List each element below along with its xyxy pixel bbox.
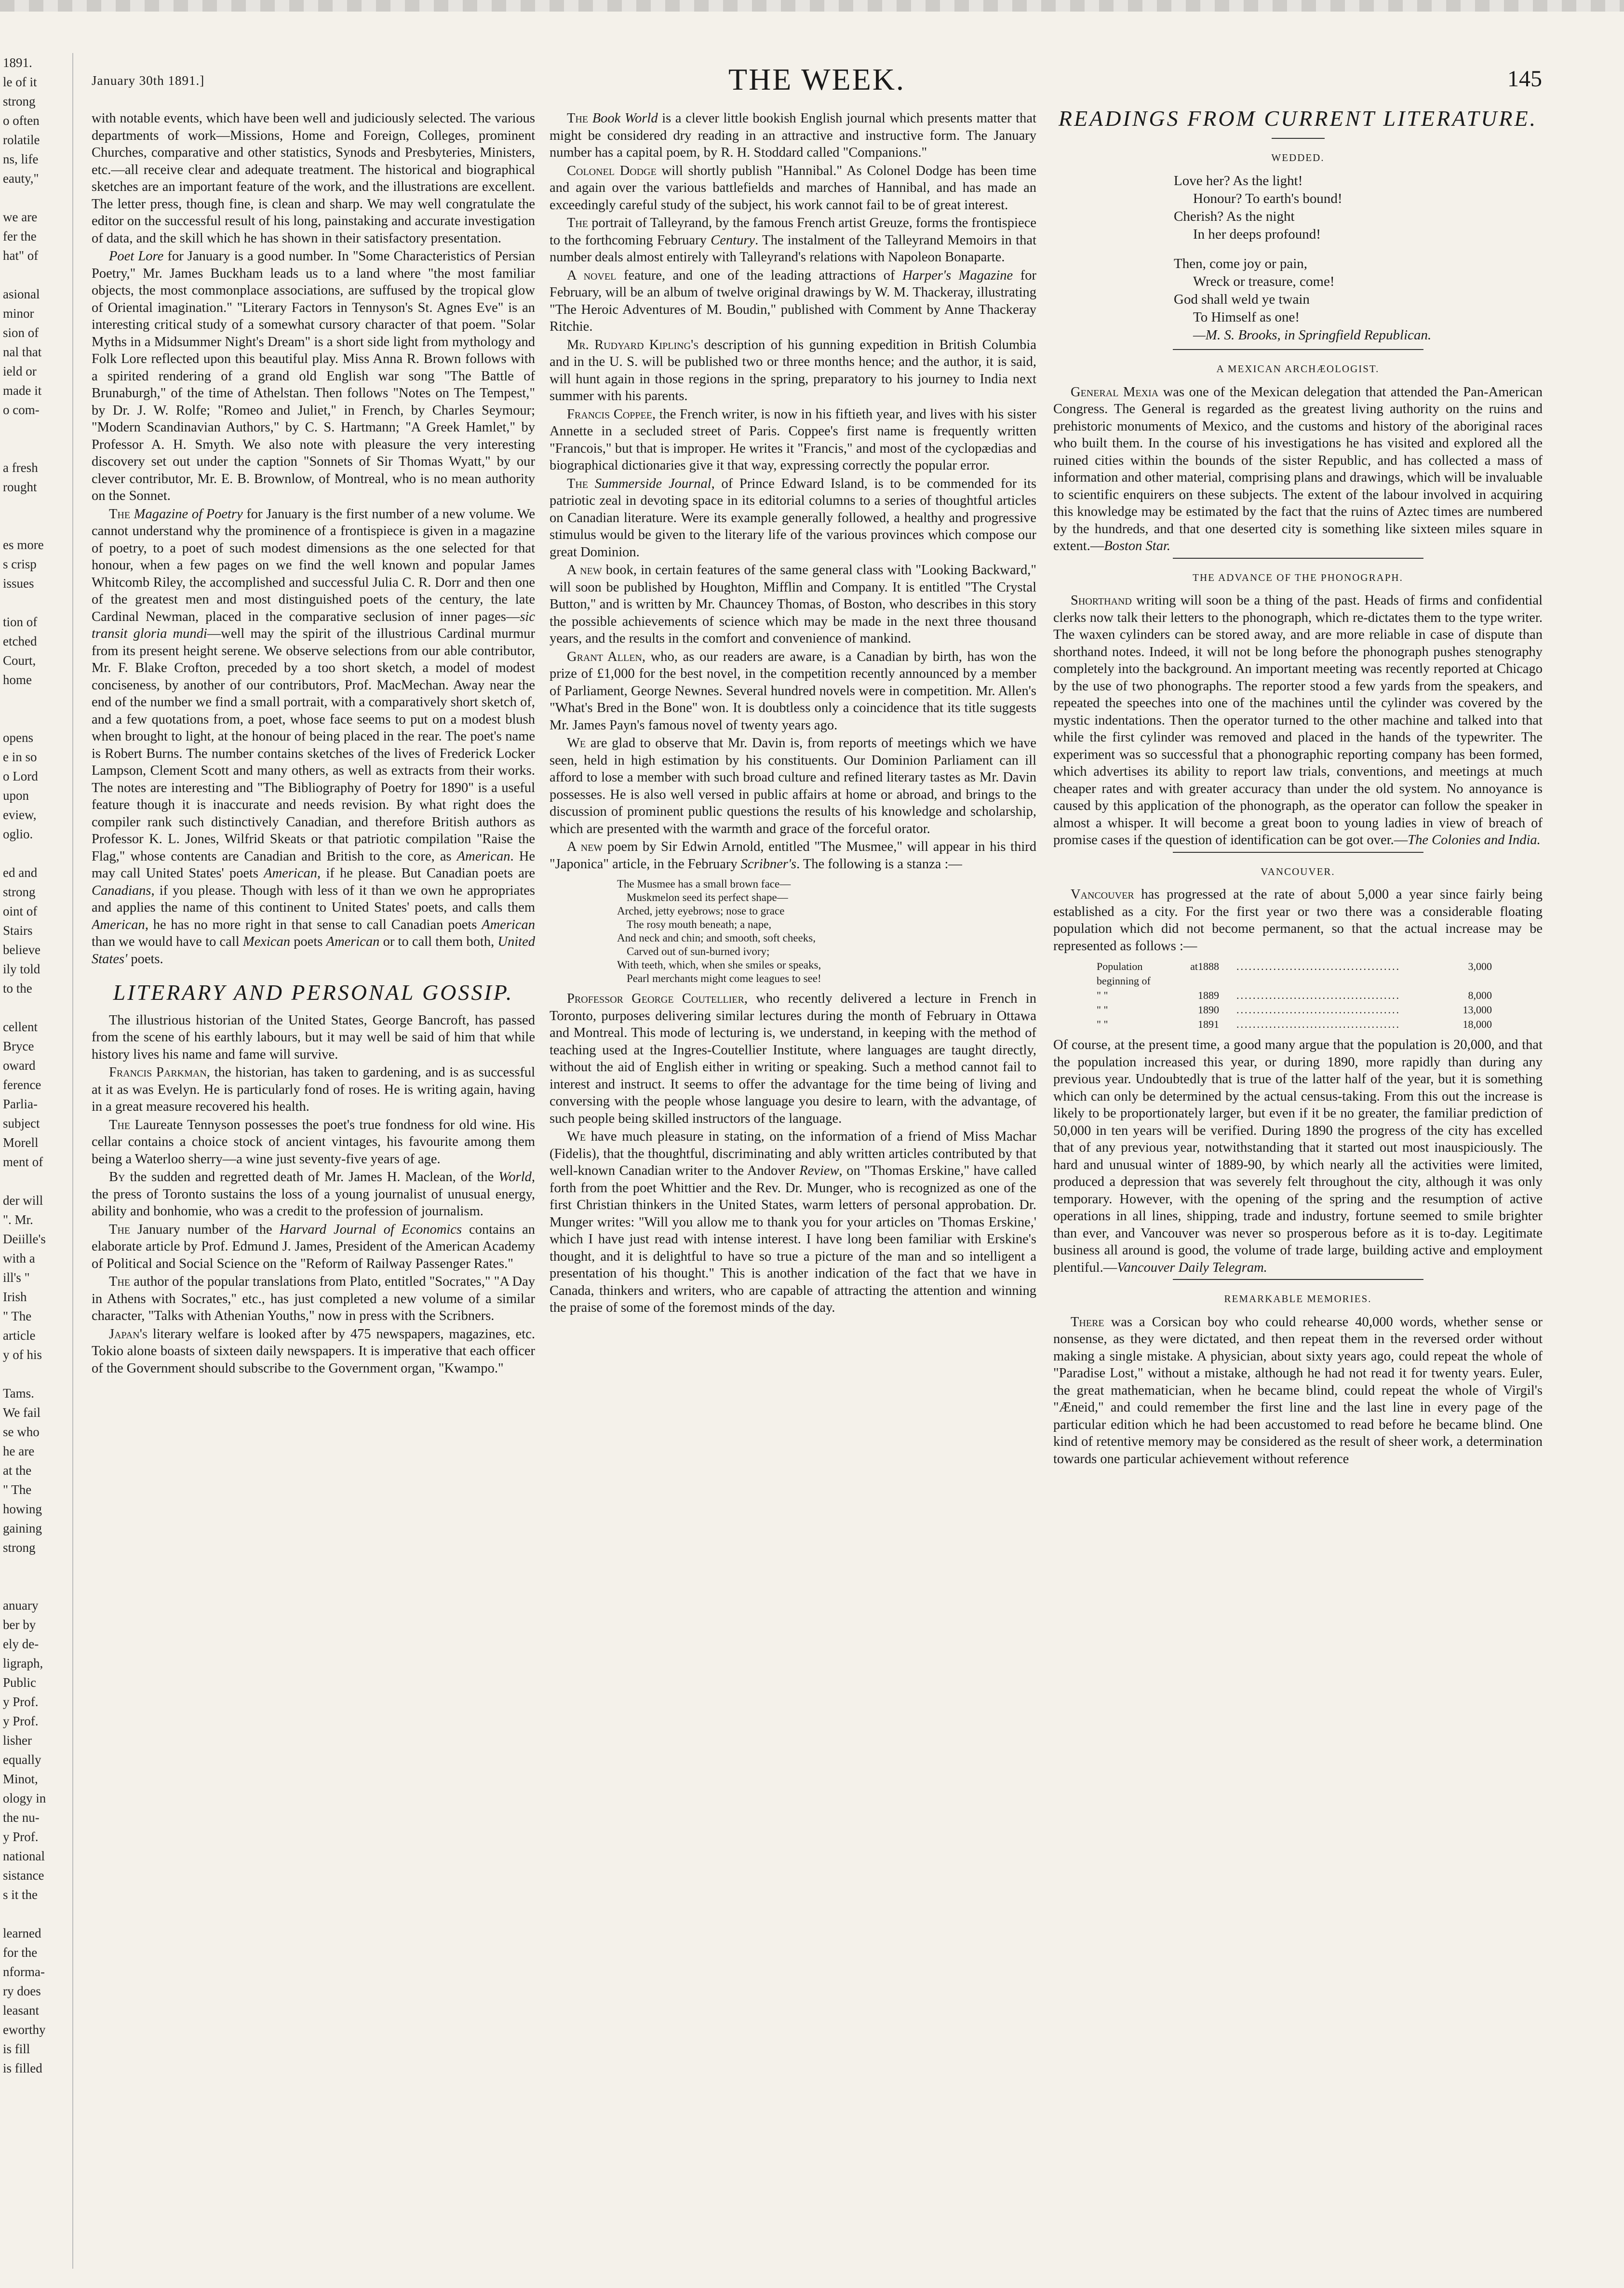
gutter-line: howing bbox=[3, 1502, 42, 1516]
gutter-line: we are bbox=[3, 210, 38, 224]
gutter-line: learned bbox=[3, 1926, 41, 1940]
poem-gap bbox=[1174, 243, 1543, 255]
gutter-line: o often bbox=[3, 113, 40, 128]
gutter-line: ill's " bbox=[3, 1270, 30, 1285]
gutter-line: ily told bbox=[3, 962, 40, 976]
leader-dots: ........................................ bbox=[1236, 960, 1400, 972]
journal-title: THE WEEK. bbox=[728, 62, 906, 96]
paragraph-talleyrand: The portrait of Talleyrand, by the famous French artist Greuze, forms the frontispiece to the forthcoming February Century. The instalment of the Talleyrand Memoirs in that number deals almost entirely with Talleyrand's relations with Napoleon Bonaparte. bbox=[550, 215, 1036, 265]
paragraph-summerside: The Summerside Journal, of Prince Edward Island, is to be commended for its patriotic zeal in devoting space in its editorial columns to a series of thoughtful articles on Canadian literature. Were its example generally followed, a healthy and progressive stimulus would be given to the literary life of the various provinces which compose our great Dominion. bbox=[550, 476, 1036, 560]
gutter-line: nal that bbox=[3, 345, 42, 359]
table-row bbox=[1097, 1003, 1492, 1017]
row-label: " " bbox=[1097, 1004, 1108, 1016]
gutter-line: nforma- bbox=[3, 1965, 45, 1979]
gutter-line: ". Mr. bbox=[3, 1212, 33, 1227]
gutter-line bbox=[3, 844, 72, 863]
gutter-line: strong bbox=[3, 1540, 36, 1555]
gutter-line: at the bbox=[3, 1463, 32, 1478]
poem-line: Love her? As the light! bbox=[1174, 173, 1303, 188]
gutter-line: eauty," bbox=[3, 171, 39, 186]
gutter-line: We fail bbox=[3, 1405, 41, 1420]
gutter-line: eview, bbox=[3, 808, 37, 822]
gutter-line: ber by bbox=[3, 1617, 36, 1632]
gutter-line: e in so bbox=[3, 750, 37, 764]
gutter-line: minor bbox=[3, 306, 34, 321]
gutter-line: Court, bbox=[3, 653, 36, 668]
gutter-line: o com- bbox=[3, 403, 40, 417]
gutter-line bbox=[3, 1576, 72, 1596]
gutter-line: o Lord bbox=[3, 769, 38, 783]
stanza-line: Pearl merchants might come leagues to see! bbox=[627, 972, 821, 984]
gutter-line: Bryce bbox=[3, 1039, 34, 1053]
heading-remarkable-memories: REMARKABLE MEMORIES. bbox=[1224, 1293, 1372, 1305]
musmee-stanza bbox=[617, 877, 1036, 985]
poem-line: To Himself as one! bbox=[1193, 310, 1300, 325]
gutter-line: sion of bbox=[3, 325, 39, 340]
gutter-line: ligraph, bbox=[3, 1656, 43, 1670]
paragraph-grant-allen: Grant Allen, who, as our readers are aware, is a Canadian by birth, has won the prize of £1,000 for the best novel, in the competition recently announced by a member of Parliament, George Newnes. Several hundred novels were in competition. Mr. Allen's "What's Bred in the Bone" won. It is doubtless only a coincidence that its title suggests Mr. James Payn's famous novel of twenty years ago. bbox=[550, 649, 1036, 733]
gutter-line: subject bbox=[3, 1116, 40, 1131]
page-divider bbox=[72, 53, 73, 2269]
gutter-line: fer the bbox=[3, 229, 37, 243]
gutter-line: y Prof. bbox=[3, 1695, 39, 1709]
divider bbox=[1173, 1279, 1423, 1280]
paragraph-harvard-journal: The January number of the Harvard Journal of Economics contains an elaborate article by Prof. Edmund J. James, President of the American Academy of Political and Social Science on the "Reform of Railway Passenger Rates." bbox=[92, 1222, 535, 1271]
poem-wedded bbox=[1174, 172, 1543, 344]
gutter-line bbox=[3, 419, 72, 439]
gutter-line: se who bbox=[3, 1425, 40, 1439]
gutter-line: " The bbox=[3, 1482, 32, 1497]
leader-dots: ........................................ bbox=[1236, 1018, 1400, 1030]
gutter-line bbox=[3, 188, 72, 207]
paragraph-maclean: By the sudden and regretted death of Mr. James H. Maclean, of the World, the press of Toronto sustains the loss of a young journalist of unusual energy, ability and bonhomie, who was a credit to the profession of journalism. bbox=[92, 1170, 535, 1219]
divider bbox=[1173, 349, 1423, 350]
gutter-line: Deiille's bbox=[3, 1232, 46, 1246]
paragraph-bancroft: The illustrious historian of the United States, George Bancroft, has passed from the scene of his earthly labours, but it may well be said of him that while history lives his name and fame will survive. bbox=[92, 1012, 535, 1062]
gutter-line: Stairs bbox=[3, 923, 33, 938]
gutter-line: gaining bbox=[3, 1521, 42, 1535]
gutter-line: believe bbox=[3, 942, 40, 957]
gutter-line: der will bbox=[3, 1193, 43, 1208]
gutter-line: y Prof. bbox=[3, 1830, 39, 1844]
row-value: 18,000 bbox=[1463, 1018, 1492, 1030]
gutter-line bbox=[3, 439, 72, 458]
gutter-line: issues bbox=[3, 576, 34, 591]
table-row bbox=[1097, 1017, 1492, 1032]
leader-dots: ........................................ bbox=[1236, 1004, 1400, 1016]
gutter-line: y of his bbox=[3, 1347, 42, 1362]
gutter-line: article bbox=[3, 1328, 36, 1343]
gutter-line: ology in bbox=[3, 1791, 46, 1805]
gutter-line bbox=[3, 998, 72, 1017]
paragraph-poet-lore: Poet Lore for January is a good number. In "Some Characteristics of Persian Poetry," Mr. James Buckham leads us to a land where "the most familiar objects, the most commonplace associations, are suffused by the tropical glow of Oriental imagination." "Literary Factors in Tennyson's St. Agnes Eve" is an interesting critical study of a somewhat cursory character of that poem. "Solar Myths in a Midsummer Night's Dream" is a short side light from mythology and Folk Lore reflected upon this beautiful play. Miss Anna R. Brown follows with a spirited rendering of a grand old English war song "The Battle of Brunaburgh," of the time of Athelstan. Then follows "Notes on The Tempest," by Dr. J. W. Rolfe; "Romeo and Juliet," in French, by Charles Seymour; "Modern Scandinavian Authors," by C. S. Hartmann; "A Greek Hamlet," by Professor A. H. Smyth. We also note with pleasure the very interesting discovery set out under the caption "Sonnets of Sir Thomas Wyatt," by our clever contributor, Mr. E. B. Brownlow, of Montreal, who is no mean authority on the Sonnet. bbox=[92, 249, 535, 503]
paragraph-machar: We have much pleasure in stating, on the information of a friend of Miss Machar (Fidelis), that the thoughtful, discriminating and ably written articles contributed by that well-known Canadian writer to the Andover Review, on "Thomas Erskine," have called forth from the poet Whittier and the Rev. Dr. Munger, who is recognized as one of the first Christian thinkers in the United States, warm letters of personal approbation. Dr. Munger writes: "Will you allow me to thank you for your articles on 'Thomas Erskine,' which I have just read with intense interest. I have long been familiar with Erskine's thought, and it is delightful to have so true a picture of the man and so intelligent a presentation of his thought." This is another indication of the fact that we have in Canada, thinkers and writers, who are capable of attracting the attention and winning the praise of some of the foremost minds of the day. bbox=[550, 1129, 1036, 1315]
adjacent-page-fragment bbox=[0, 53, 72, 2269]
stanza-line: Arched, jetty eyebrows; nose to grace bbox=[617, 905, 785, 917]
gutter-line: national bbox=[3, 1849, 45, 1863]
gutter-line: for the bbox=[3, 1945, 38, 1960]
divider bbox=[1173, 852, 1423, 853]
paragraph-book-world: The Book World is a clever little bookish English journal which presents matter that might be considered dry reading in an attractive and instructive form. The January number has a capital poem, by R. H. Stoddard called "Companions." bbox=[550, 111, 1036, 160]
paragraph-hannibal: Colonel Dodge will shortly publish "Hannibal." As Colonel Dodge has been time and again over the various battlefields and marches of Hannibal, and has made an exceedingly careful study of the subject, his work cannot fail to be of great interest. bbox=[550, 163, 1036, 213]
gutter-line bbox=[3, 497, 72, 516]
poem-line: Cherish? As the night bbox=[1174, 209, 1295, 224]
gutter-line: s it the bbox=[3, 1887, 38, 1902]
gutter-line bbox=[3, 709, 72, 728]
paragraph-vancouver-body: Of course, at the present time, a good many argue that the population is 20,000, and that the population increased this year, or during 1890, more rapidly than during any previous year. Undoubtedly that is true of the latter half of the year, but it is something which can only be determined by the actual census-taking. From this out the increase is likely to be proportionately larger, but even if it be no greater, the familiar prediction of 50,000 in ten years will be verified. During 1890 the progress of the city has excelled that of any previous year, notwithstanding that it started out most inauspiciously. The hard and unusual winter of 1889-90, by which nearly all the activities were limited, produced a depression that was severely felt throughout the city, although it was only temporary. However, with the opening of the spring and the resumption of active operations in all lines, shipping, trade and industry, fortune seemed to smile brighter than ever, and Vancouver was never so prosperous before as it is to-day. Legitimate business all around is good, the volume of trade large, building active and employment plentiful.—Vancouver Daily Telegram. bbox=[1053, 1037, 1543, 1275]
gutter-line: eworthy bbox=[3, 2022, 46, 2037]
gutter-line: ry does bbox=[3, 1984, 41, 1998]
row-year: 1888 bbox=[1198, 960, 1219, 972]
gutter-line: tion of bbox=[3, 615, 38, 629]
top-border bbox=[0, 0, 1624, 12]
paragraph-mexia: General Mexia was one of the Mexican delegation that attended the Pan-American Congress. The General is regarded as the greatest living authority on the ruins and prehistoric monuments of Mexico, and the customs and history of the aboriginal races who built them. In the course of his investigations he has visited and explored all the ruined cities within the bounds of the sister Republic, and has collected a mass of information and other material, comprising plans and drawings, which will be invaluable to scientific enquirers on these subjects. The extent of the labour involved in acquiring this knowledge may be estimated by the fact that the ruins of Aztec times are numbered by the hundreds, and that one deserted city is something like sixteen miles square in extent.—Boston Star. bbox=[1053, 384, 1543, 553]
gutter-line: etched bbox=[3, 634, 37, 648]
poem-line: Wreck or treasure, come! bbox=[1193, 274, 1335, 289]
column-middle bbox=[550, 110, 1036, 2259]
stanza-line: Carved out of sun-burned ivory; bbox=[627, 945, 770, 957]
row-year: 1890 bbox=[1198, 1004, 1219, 1016]
gutter-line: hat" of bbox=[3, 248, 39, 263]
gutter-line bbox=[3, 1557, 72, 1576]
gutter-line: oward bbox=[3, 1058, 36, 1073]
gutter-line: strong bbox=[3, 885, 36, 899]
gutter-line bbox=[3, 689, 72, 709]
paragraph-parkman: Francis Parkman, the historian, has taken to gardening, and is as successful at it as was Evelyn. He is particularly fond of roses. He is writing again, having in a great measure recovered his health. bbox=[92, 1065, 535, 1114]
poem-line: Then, come joy or pain, bbox=[1174, 256, 1308, 271]
heading-mexican-archaeologist: A MEXICAN ARCHÆOLOGIST. bbox=[1216, 363, 1380, 375]
paragraph-presbyterian-yearbook: with notable events, which have been well and judiciously selected. The various departments of work—Missions, Home and Foreign, Colleges, prominent Churches, comparative and other statistics, Synods and Presbyteries, Ministers, etc.—all receive clear and adequate treatment. The historical and biographical sketches are an important feature of the work, and the illustrations are excellent. The letter press, though fine, is clean and sharp. We may well congratulate the editor on the successful result of his long, painstaking and accurate investigation of data, and the skill which he has shown in their satisfactory presentation. bbox=[92, 111, 535, 246]
paragraph-vancouver-intro: Vancouver has progressed at the rate of about 5,000 a year since fairly being established as a city. For the first year or two there was a considerable floating population which did not become permanent, so that the actual increase may be represented as follows :— bbox=[1053, 887, 1543, 954]
gutter-line: ield or bbox=[3, 364, 37, 378]
row-year: 1891 bbox=[1198, 1018, 1219, 1030]
page-number: 145 bbox=[1507, 66, 1542, 92]
gutter-line: equally bbox=[3, 1752, 41, 1767]
row-year: 1889 bbox=[1198, 989, 1219, 1001]
paragraph-japan: Japan's literary welfare is looked after by 475 newspapers, magazines, etc. Tokio alone boasts of sixteen daily newspapers. It is imperative that each officer of the Government should subscribe to the Government organ, "Kwampo." bbox=[92, 1326, 535, 1376]
gutter-line: the nu- bbox=[3, 1810, 40, 1825]
row-value: 3,000 bbox=[1468, 960, 1492, 972]
gutter-line: ference bbox=[3, 1077, 41, 1092]
leader-dots: ........................................ bbox=[1236, 989, 1400, 1001]
poem-line: Honour? To earth's bound! bbox=[1193, 191, 1342, 206]
stanza-line: And neck and chin; and smooth, soft cheeks, bbox=[617, 932, 816, 944]
gutter-line bbox=[3, 1171, 72, 1191]
gutter-line: he are bbox=[3, 1444, 35, 1458]
gutter-line: es more bbox=[3, 538, 44, 552]
stanza-line: The Musmee has a small brown face— bbox=[617, 878, 791, 890]
paragraph-phonograph: Shorthand writing will soon be a thing of the past. Heads of firms and confidential clerks now talk their letters to the phonograph, which re-dictates them to the type writer. The waxen cylinders can be stored away, and are more reliable in case of dispute than shorthand notes. Indeed, it will not be long before the phonograph pushes stenography completely into the background. An important meeting was recently reported at Chicago by the use of two phonographs. The reporter stood a few yards from the speakers, and repeated the speeches into one of the machines until the cylinder was covered by the mystic indentations. Then the operator turned to the other machine and talked into that while the first cylinder was removed and placed in the hands of the typewriter. The experiment was so successful that a phonographic reporting company has been formed, which advertises its ability to report law trials, conventions, and meetings at much cheaper rates and with greater accuracy than under the old system. No annoyance is caused by this application of the phonograph, as the operator can follow the speaker in almost a whisper. It will become a great boon to young ladies in view of breach of promise cases if the question of identification can be got over.—The Colonies and India. bbox=[1053, 593, 1543, 848]
gutter-line: Minot, bbox=[3, 1772, 38, 1786]
poem-attribution: —M. S. Brooks, in Springfield Republican. bbox=[1193, 327, 1432, 343]
paragraph-davin: We are glad to observe that Mr. Davin is, from reports of meetings which we have seen, held in high estimation by his constituents. Our Dominion Parliament can ill afford to lose a member with such broad culture and refined literary tastes as Mr. Davin possesses. He is also well versed in public affairs at home or abroad, and brings to the discussion of prominent public questions the results of his knowledge and scholarship, which are presented with the warmth and grace of the forceful orator. bbox=[550, 736, 1036, 836]
divider bbox=[1173, 558, 1423, 559]
gutter-line: Irish bbox=[3, 1290, 27, 1304]
table-row bbox=[1097, 959, 1492, 988]
gutter-line: cellent bbox=[3, 1020, 38, 1034]
row-label: Population at beginning of bbox=[1097, 960, 1198, 987]
heading-vancouver: VANCOUVER. bbox=[1261, 865, 1335, 877]
paragraph-coppee: Francis Coppee, the French writer, is now in his fiftieth year, and lives with his sister Annette in a secluded street of Paris. Coppee's first name is frequently written "Francois," but that is improper. He writes it "Francis," and most of the cyclopædias and biographical dictionaries give it that way, expressing correctly the popular error. bbox=[550, 406, 1036, 473]
stanza-line: Muskmelon seed its perfect shape— bbox=[627, 891, 788, 903]
row-label: " " bbox=[1097, 1018, 1108, 1030]
row-value: 8,000 bbox=[1468, 989, 1492, 1001]
gutter-line: " The bbox=[3, 1309, 32, 1323]
gutter-line: rought bbox=[3, 480, 37, 494]
gutter-line: ment of bbox=[3, 1155, 43, 1169]
gutter-line: opens bbox=[3, 730, 33, 745]
gutter-line: le of it bbox=[3, 75, 37, 89]
gutter-line: oint of bbox=[3, 904, 38, 918]
gutter-line: lisher bbox=[3, 1733, 32, 1748]
gutter-line: Morell bbox=[3, 1135, 39, 1150]
paragraph-tennyson: The Laureate Tennyson possesses the poet's true fondness for old wine. His cellar contains a choice stock of ancient vintages, his favourite among them being a Waterloo sherry—a wine just seventy-five years of age. bbox=[92, 1117, 535, 1167]
paragraph-coutellier: Professor George Coutellier, who recently delivered a lecture in French in Toronto, purposes delivering similar lectures during the month of February in Ottawa and Montreal. This mode of lecturing is, we understand, in keeping with the method of teaching used at the Ingres-Coutellier Institute, where languages are taught directly, without the aid of English either in writing or speaking. Such a method cannot fail to interest and instruct. It seems to offer the advantage for the time being of living and conversing with the people whose language you desire to learn, with the advantage, of such people being skilled instructors of the language. bbox=[550, 991, 1036, 1126]
gutter-line: with a bbox=[3, 1251, 35, 1265]
section-title-readings: READINGS FROM CURRENT LITERATURE. bbox=[1058, 110, 1538, 131]
gutter-line bbox=[3, 516, 72, 535]
paragraph-thackeray: A novel feature, and one of the leading attractions of Harper's Magazine for February, will be an album of twelve original drawings by W. M. Thackeray, illustrating "The Heroic Adventures of M. Boudin," published with Comment by Anne Thackeray Ritchie. bbox=[550, 268, 1036, 334]
gutter-line: ns, life bbox=[3, 152, 39, 166]
gutter-line: upon bbox=[3, 788, 29, 803]
gutter-line: anuary bbox=[3, 1598, 39, 1613]
gutter-line: home bbox=[3, 673, 32, 687]
gutter-line bbox=[3, 1904, 72, 1924]
gutter-line: leasant bbox=[3, 2003, 39, 2018]
column-right bbox=[1053, 110, 1543, 2259]
gutter-line: is fill bbox=[3, 2042, 30, 2056]
gutter-line bbox=[3, 593, 72, 612]
gutter-line: sistance bbox=[3, 1868, 44, 1883]
gutter-line: is filled bbox=[3, 2061, 42, 2075]
gutter-line: 1891. bbox=[3, 55, 32, 70]
gutter-line: a fresh bbox=[3, 460, 38, 475]
stanza-line: With teeth, which, when she smiles or speaks, bbox=[617, 959, 821, 971]
heading-phonograph: THE ADVANCE OF THE PHONOGRAPH. bbox=[1193, 571, 1403, 583]
gutter-line: strong bbox=[3, 94, 36, 108]
paragraph-crystal-button: A new book, in certain features of the same general class with "Looking Backward," will soon be published by Houghton, Mifflin and Company. It is entitled "The Crystal Button," and is written by Mr. Chauncey Thomas, of Boston, who describes in this story the possible achievements of science which may be made in the next three thousand years, and the results in the comfort and convenience of mankind. bbox=[550, 563, 1036, 646]
row-value: 13,000 bbox=[1463, 1004, 1492, 1016]
gutter-line: ed and bbox=[3, 865, 38, 880]
paragraph-kipling: Mr. Rudyard Kipling's description of his gunning expedition in British Columbia and in the U. S. will be published two or three months hence; and the author, it is said, will hunt again in those regions in the spring, preparatory to his journey to India next summer with his parents. bbox=[550, 337, 1036, 404]
page-header bbox=[92, 57, 1542, 95]
paragraph-magazine-of-poetry: The Magazine of Poetry for January is the first number of a new volume. We cannot understand why the prominence of a frontispiece is given in a magazine of poetry, to a poet of such modest dimensions as the one selected for that honour, when a few pages on we find the well known and popular James Whitcomb Riley, the accomplished and successful Julia C. R. Dorr and then one of the greatest men and most distinguished poets of the century, the late Cardinal Newman, placed in the comparative seclusion of inner pages—sic transit gloria mundi—well may the spirit of the illustrious Cardinal murmur from its present height serene. We observe selections from our able contributor, Mr. F. Blake Crofton, preceded by a too short sketch, a model of modest conciseness, by another of our contributors, Prof. MacMechan. Away near the end of the number we find a small portrait, with a comparatively short sketch of, and a few quotations from, a poet, whose face seems to put on a modest blush when brought to light, at the honour of being placed in the rear. The poet's name is Robert Burns. The number contains sketches of the lives of Frederick Locker Lampson, Clement Scott and many others, as well as extracts from their works. The notes are interesting and "The Bibliography of Poetry for 1890" is a useful feature though it is inaccurate and needs revision. By what right does the compiler rank such distinctively Canadian, and therefore British authors as Professor K. L. Jones, Wilfrid Skeats or that patriotic compilation "Raise the Flag," whose contents are Canadian and British to the core, as American. He may call United States' poets American, if he please. But Canadian poets are Canadians, if you please. Though with less of it than we own he appropriates and applies the name of this continent to United States' poets, and calls them American, he has no more right in that sense to call Canadian poets American than we would have to call Mexican poets American or to call them both, United States' poets. bbox=[92, 506, 535, 967]
gutter-line: y Prof. bbox=[3, 1714, 39, 1728]
gutter-line: Tams. bbox=[3, 1386, 34, 1400]
column-left bbox=[92, 110, 535, 2259]
section-title-gossip: LITERARY AND PERSONAL GOSSIP. bbox=[113, 980, 514, 1005]
gutter-line: s crisp bbox=[3, 557, 37, 571]
heading-wedded: WEDDED. bbox=[1271, 151, 1325, 163]
gutter-line: Parlia- bbox=[3, 1097, 38, 1111]
paragraph-memories: There was a Corsican boy who could rehearse 40,000 words, whether sense or nonsense, as they were dictated, and then repeat them in the reversed order without making a single mistake. A physician, about sixty years ago, could repeat the whole of "Paradise Lost," without a mistake, although he had not read it for twenty years. Euler, the great mathematician, when he became blind, could repeat the whole of Virgil's "Æneid," and could remember the first line and the last line in every page of the particular edition which he had been accustomed to read before he became blind. One kind of retentive memory may be considered as the result of sheer work, a determination towards one particular achievement without reference bbox=[1053, 1314, 1543, 1467]
population-table bbox=[1097, 959, 1492, 1032]
gutter-line bbox=[3, 1364, 72, 1384]
paragraph-socrates: The author of the popular translations from Plato, entitled "Socrates," "A Day in Athens with Socrates," etc., has just completed a new volume of a similar character, "Talks with Athenian Youths," now in press with the Scribners. bbox=[92, 1274, 535, 1323]
poem-line: In her deeps profound! bbox=[1193, 227, 1321, 242]
paragraph-musmee: A new poem by Sir Edwin Arnold, entitled "The Musmee," will appear in his third "Japonica" article, in the February Scribner's. The following is a stanza :— bbox=[550, 839, 1036, 872]
gutter-line: rolatile bbox=[3, 133, 40, 147]
table-row bbox=[1097, 988, 1492, 1003]
issue-date: January 30th 1891.] bbox=[92, 73, 205, 88]
gutter-line: asional bbox=[3, 287, 40, 301]
gutter-line: to the bbox=[3, 981, 32, 996]
gutter-line: made it bbox=[3, 383, 42, 398]
gutter-line: ely de- bbox=[3, 1637, 39, 1651]
row-label: " " bbox=[1097, 989, 1108, 1001]
stanza-line: The rosy mouth beneath; a nape, bbox=[627, 918, 772, 930]
poem-line: God shall weld ye twain bbox=[1174, 292, 1310, 307]
gutter-line: Public bbox=[3, 1675, 37, 1690]
divider bbox=[1272, 138, 1325, 139]
gutter-line bbox=[3, 265, 72, 284]
gutter-line: oglio. bbox=[3, 827, 33, 841]
